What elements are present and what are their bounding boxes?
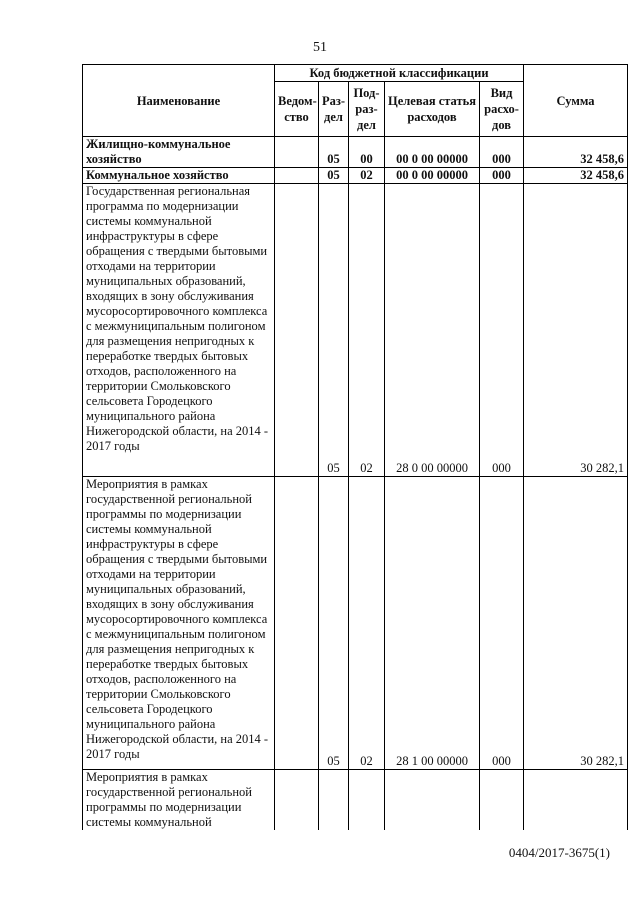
cell-name: Жилищно-коммунальное хозяйство — [83, 137, 275, 168]
cell-podrazdel: 02 — [349, 168, 385, 184]
header-name: Наименование — [83, 65, 275, 137]
table-row — [83, 477, 628, 770]
cell-razdel: 05 — [319, 477, 349, 770]
cell-name: Мероприятия в рамках государственной региональной программы по модернизации системы коммунальной инфраструктуры в сфере обращения с твердыми бытовыми отходами на территории муниципальных образований, входящих в зону обслуживания мусоросортировочного комплекса с межмуниципальным полигоном для размещения непригодных к переработке твердых бытовых отходов, расположенного на территории Смольковского сельсовета Городецкого муниципального района Нижегородской области, на 2014 - 2017 годы — [83, 477, 275, 770]
table-row — [83, 184, 628, 477]
budget-table — [82, 64, 628, 830]
cell-celevaya: 28 1 00 00000 — [385, 477, 480, 770]
cell-celevaya: 00 0 00 00000 — [385, 168, 480, 184]
cell-vid: 000 — [480, 184, 524, 477]
table-row — [83, 770, 628, 831]
cell-vid: 000 — [480, 168, 524, 184]
cell-vid: 000 — [480, 477, 524, 770]
cell-vid — [480, 770, 524, 831]
cell-razdel: 05 — [319, 168, 349, 184]
cell-vedom — [275, 137, 319, 168]
cell-celevaya: 00 0 00 00000 — [385, 137, 480, 168]
table-row — [83, 168, 628, 184]
header-sum: Сумма — [524, 65, 628, 137]
cell-name: Коммунальное хозяйство — [83, 168, 275, 184]
cell-razdel: 05 — [319, 184, 349, 477]
cell-vid: 000 — [480, 137, 524, 168]
cell-sum: 32 458,6 — [524, 137, 628, 168]
document-id: 0404/2017-3675(1) — [508, 845, 610, 860]
cell-podrazdel: 02 — [349, 184, 385, 477]
cell-sum: 32 458,6 — [524, 168, 628, 184]
header-vid: Вид расхо-дов — [480, 82, 524, 137]
cell-razdel: 05 — [319, 137, 349, 168]
cell-celevaya — [385, 770, 480, 831]
cell-name: Мероприятия в рамках государственной региональной программы по модернизации системы коммунальной — [83, 770, 275, 831]
cell-razdel — [319, 770, 349, 831]
header-razdel: Раз-дел — [319, 82, 349, 137]
header-vedom: Ведом-ство — [275, 82, 319, 137]
cell-name: Государственная региональная программа по модернизации системы коммунальной инфраструктуры в сфере обращения с твердыми бытовыми отходами на территории муниципальных образований, входящих в зону обслуживания мусоросортировочного комплекса с межмуниципальным полигоном для размещения непригодных к переработке твердых бытовых отходов, расположенного на территории Смольковского сельсовета Городецкого муниципального района Нижегородской области, на 2014 - 2017 годы — [83, 184, 275, 477]
page-number: 51 — [313, 40, 327, 55]
cell-vedom — [275, 168, 319, 184]
cell-vedom — [275, 184, 319, 477]
header-podrazdel: Под-раз-дел — [349, 82, 385, 137]
table-row — [83, 137, 628, 168]
header-code-group: Код бюджетной классификации — [275, 65, 524, 82]
cell-podrazdel: 00 — [349, 137, 385, 168]
header-celevaya: Целевая статья расходов — [385, 82, 480, 137]
cell-podrazdel: 02 — [349, 477, 385, 770]
cell-sum — [524, 770, 628, 831]
cell-vedom — [275, 770, 319, 831]
cell-celevaya: 28 0 00 00000 — [385, 184, 480, 477]
cell-vedom — [275, 477, 319, 770]
cell-sum: 30 282,1 — [524, 184, 628, 477]
cell-sum: 30 282,1 — [524, 477, 628, 770]
cell-podrazdel — [349, 770, 385, 831]
